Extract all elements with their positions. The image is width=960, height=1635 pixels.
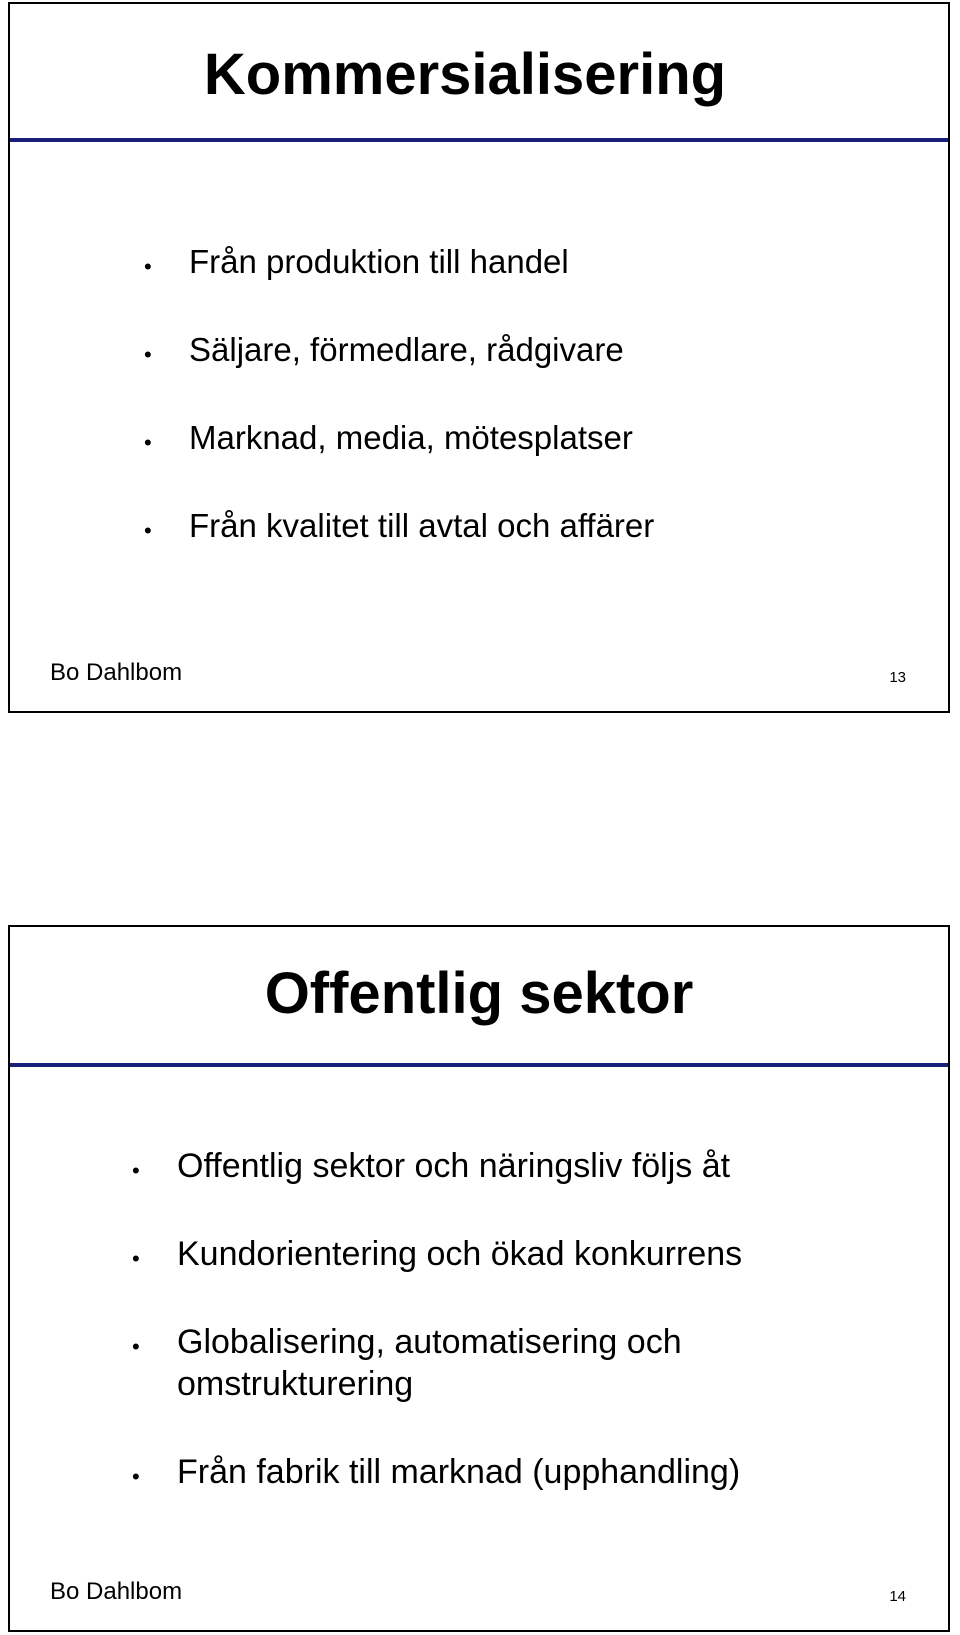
bullet-text: Offentlig sektor och näringsliv följs åt — [177, 1147, 731, 1185]
bullet-item — [144, 418, 654, 458]
slide-title: Offentlig sektor — [264, 961, 694, 1026]
bullet-text: Säljare, förmedlare, rådgivare — [189, 331, 624, 368]
bullet-text: Från fabrik till marknad (upphandling) — [177, 1453, 741, 1491]
bullet-list — [132, 1145, 742, 1539]
bullet-text: Globalisering, automatisering och omstrukturering — [177, 1323, 682, 1403]
page-number: 13 — [889, 669, 906, 686]
bullet-item — [144, 506, 654, 546]
slide-title: Kommersialisering — [203, 42, 727, 107]
page-number: 14 — [889, 1588, 906, 1605]
title-divider — [10, 138, 948, 142]
bullet-item — [144, 242, 654, 282]
bullet-item — [132, 1451, 742, 1493]
bullet-list — [144, 242, 654, 594]
bullet-text: Marknad, media, mötesplatser — [189, 419, 633, 456]
bullet-icon: • — [132, 1246, 140, 1271]
bullet-item — [132, 1321, 737, 1405]
bullet-icon: • — [132, 1334, 140, 1359]
slide-13 — [8, 2, 950, 713]
footer-author: Bo Dahlbom — [50, 1578, 183, 1605]
bullet-item — [144, 330, 654, 370]
bullet-icon: • — [144, 254, 152, 279]
footer-author: Bo Dahlbom — [50, 659, 183, 686]
bullet-text: Från kvalitet till avtal och affärer — [189, 507, 655, 544]
bullet-text: Kundorientering och ökad konkurrens — [177, 1235, 743, 1273]
bullet-icon: • — [144, 430, 152, 455]
bullet-icon: • — [132, 1158, 140, 1183]
slide-14 — [8, 925, 950, 1632]
bullet-item — [132, 1145, 742, 1187]
bullet-icon: • — [144, 518, 152, 543]
title-divider — [10, 1063, 948, 1067]
bullet-item — [132, 1233, 742, 1275]
bullet-text: Från produktion till handel — [189, 243, 569, 280]
bullet-icon: • — [144, 342, 152, 367]
bullet-icon: • — [132, 1464, 140, 1489]
